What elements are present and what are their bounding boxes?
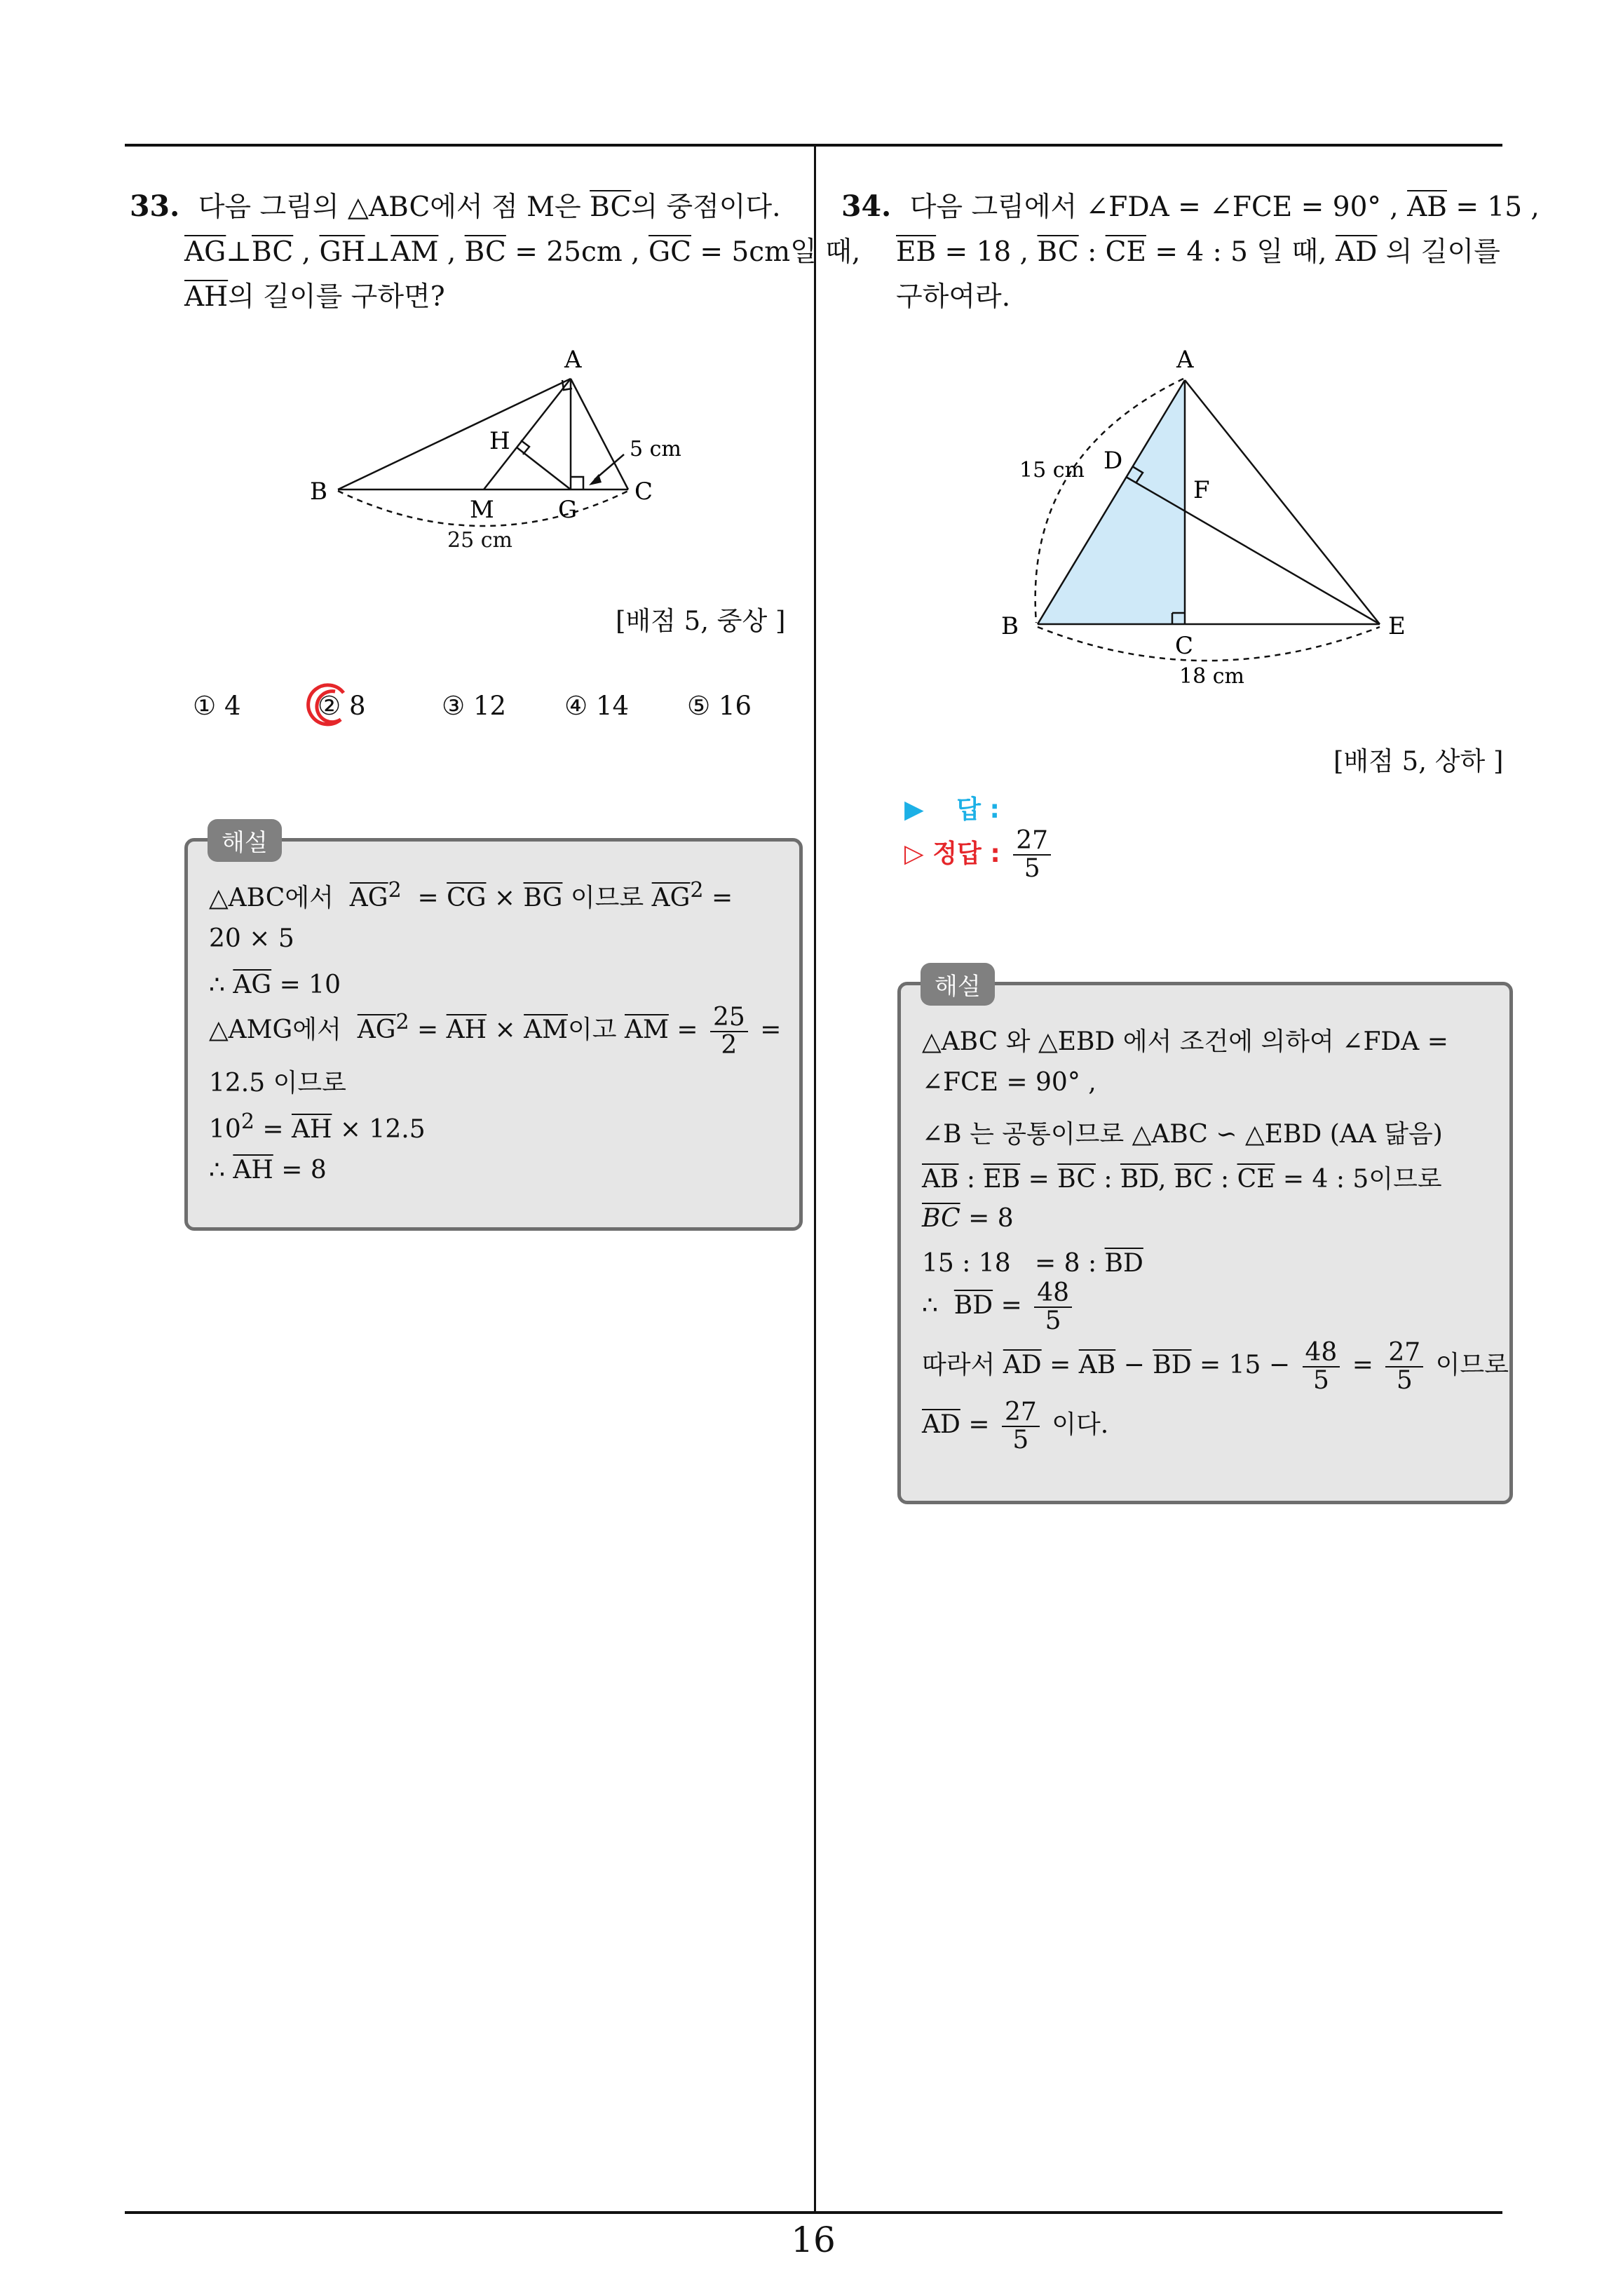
q34-sol-line-9: $\overline{AD}$ = $\frac{27}{5}$ 이다. (922, 1398, 1109, 1454)
q34-label-B: B (1001, 612, 1019, 640)
q34-number: 34. (841, 189, 892, 223)
q33-line-1: 33. 다음 그림의 △ABC에서 점 M은 $\overline{BC}$의 중점이다. (130, 189, 781, 223)
q33-choices (193, 691, 796, 726)
choice-2[interactable]: ② 8 (318, 691, 366, 721)
answer-arrow-icon: ▶ (904, 795, 924, 824)
selected-answer-circle-mark (303, 679, 355, 731)
q34-sol-line-8: 따라서 $\overline{AD} = \overline{AB} - \overline{BD} = 15$ − $\frac{48}{5}$ = $\frac{27}{5}$ 이므로 (922, 1338, 1509, 1395)
q33-label-5cm: 5 cm (630, 437, 681, 461)
q34-line-2: $\overline{EB} = 18$ , $\overline{BC}$ : $\overline{CE} = 4$ : 5 일 때, $\overline{AD}$ 의 길이를 (896, 236, 1500, 268)
q34-label-A: A (1176, 346, 1194, 374)
q33-sol-line-1: △ABC에서 $\overline{AG}^2 = \overline{CG} \times \overline{BG}$ 이므로 $\overline{AG}^2$ = (209, 878, 733, 912)
q34-sol-line-5: $\overline{BC} = 8$ (922, 1204, 1014, 1233)
q33-sol-line-6: $10^2 = \overline{AH} \times 12.5$ (209, 1109, 426, 1144)
q33-solution-tag: 해설 (208, 819, 282, 862)
q33-score: [배점 5, 중상 ] (616, 606, 786, 636)
q33-line-2: $\overline{AG}\perp\overline{BC}$ , $\overline{GH}\perp\overline{AM}$ , $\overline{BC} = 25cm$ , $\overline{GC} = 5cm$일 때, (184, 236, 861, 268)
q33-sol-line-4: △AMG에서 $\overline{AG}^2 = \overline{AH} \times \overline{AM}$이고 $\overline{AM}$ = $\frac{25}{2}$ = (209, 1003, 782, 1060)
q34-label-15cm: 15 cm (1019, 458, 1085, 482)
q34-label-D: D (1103, 447, 1123, 475)
column-divider (814, 144, 816, 2213)
q33-sol-line-5: 12.5 이므로 (209, 1069, 346, 1098)
q34-sol-line-1: △ABC 와 △EBD 에서 조건에 의하여 ∠FDA = (922, 1027, 1448, 1056)
q34-score: [배점 5, 상하 ] (1333, 746, 1504, 776)
q34-sol-line-2: ∠FCE = 90° , (922, 1068, 1096, 1097)
q33-number: 33. (130, 189, 180, 223)
q33-line-3: $\overline{AH}$의 길이를 구하면? (184, 281, 445, 313)
bottom-rule (125, 2211, 1502, 2214)
q33-sol-line-2: 20 × 5 (209, 924, 294, 953)
q34-sol-line-4: $\overline{AB}$ : $\overline{EB} = \overline{BC}$ : $\overline{BD}$, $\overline{BC}$ : $\overline{CE} = 4$ : 5이므로 (922, 1165, 1442, 1194)
q34-label-E: E (1388, 612, 1406, 640)
page-number: 16 (791, 2220, 836, 2260)
q33-label-25cm: 25 cm (447, 528, 512, 553)
q33-label-G: G (558, 496, 578, 524)
q33-label-C: C (634, 478, 653, 506)
q33-sol-line-7: ∴ $\overline{AH} = 8$ (209, 1156, 327, 1184)
q34-sol-line-7: ∴ $\overline{BD}$ = $\frac{48}{5}$ (922, 1280, 1076, 1335)
q33-label-M: M (470, 496, 494, 524)
q34-line-3: 구하여라. (896, 281, 1011, 313)
q34-solution-tag: 해설 (921, 963, 995, 1006)
choice-4[interactable]: ④ 14 (564, 691, 630, 721)
q34-correct-row: ▷ 정답 : $\frac{27}{5}$ (904, 828, 1055, 882)
choice-1[interactable]: ① 4 (193, 691, 241, 721)
question-33 (130, 184, 861, 320)
q33-label-A: A (564, 346, 582, 374)
q34-line-1: 34. 다음 그림에서 ∠FDA = ∠FCE = 90° , $\overline{AB} = 15$ , (841, 189, 1540, 223)
q34-figure (996, 337, 1444, 701)
choice-5[interactable]: ⑤ 16 (687, 691, 752, 721)
q34-answer-row: ▶ 답 : (904, 795, 1000, 824)
q34-sol-line-6: 15 : 18 = 8 : $\overline{BD}$ (922, 1249, 1143, 1278)
q34-label-C: C (1175, 632, 1194, 660)
q34-solution-box (897, 973, 1513, 1504)
q33-label-B: B (310, 478, 327, 506)
q34-label-F: F (1193, 476, 1210, 504)
correct-arrow-icon: ▷ (904, 839, 924, 868)
q33-figure (294, 337, 729, 568)
q33-label-H: H (489, 427, 510, 455)
question-34 (841, 184, 1540, 320)
q34-label-18cm: 18 cm (1179, 664, 1244, 689)
q33-sol-line-3: ∴ $\overline{AG} = 10$ (209, 971, 341, 999)
q34-sol-line-3: ∠B 는 공통이므로 △ABC ∽ △EBD (AA 닮음) (922, 1120, 1443, 1149)
choice-3[interactable]: ③ 12 (442, 691, 507, 721)
q33-solution-box (184, 829, 803, 1231)
